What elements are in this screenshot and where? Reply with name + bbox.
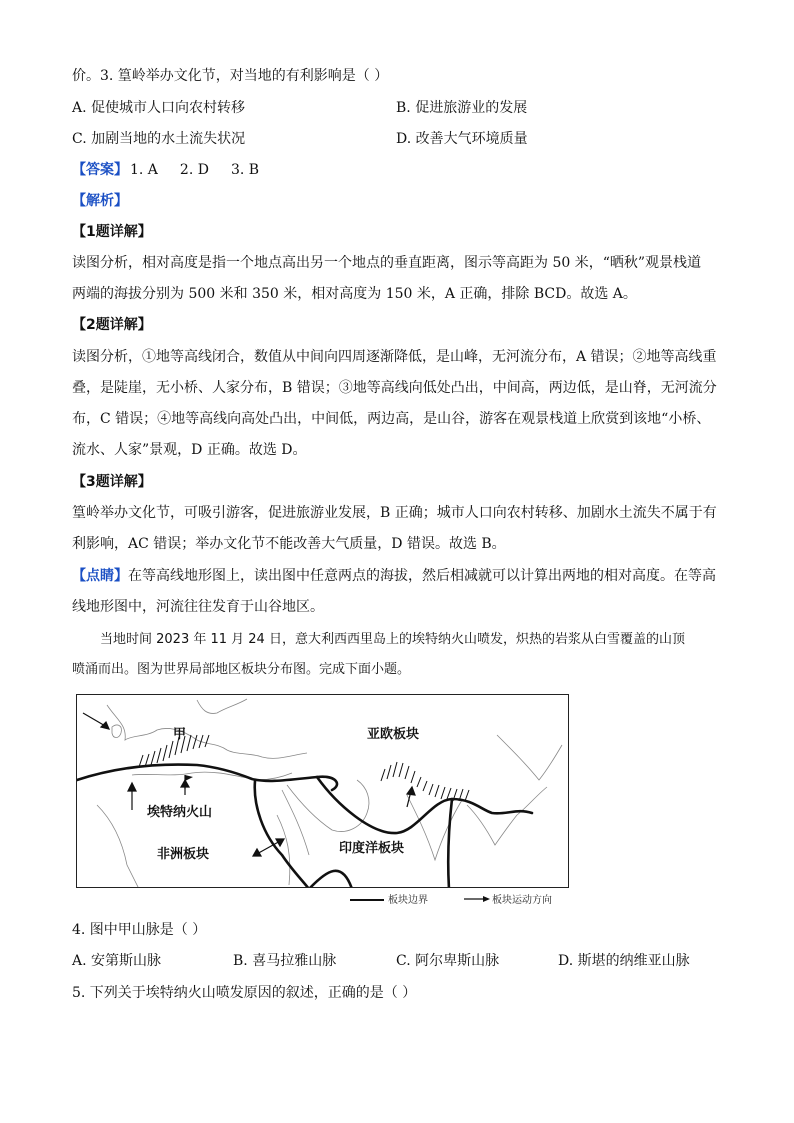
coastline-seasia [467, 787, 547, 845]
q3-option-d: D. 改善大气环境质量 [396, 131, 528, 147]
boundary-eurasia-indian [317, 777, 532, 833]
coastline-india [407, 795, 462, 860]
q2-detail-line-2: 叠，是陡崖，无小桥、人家分布，B 错误；③地等高线向低处凸出，中间高，两边低，是山脊，无河流分 [72, 380, 717, 396]
arrow-indian-north-head [407, 787, 415, 795]
mountain-himalaya [381, 762, 469, 801]
map-label-africa: 非洲板块 [157, 847, 210, 862]
q3-option-b: B. 促进旅游业的发展 [396, 100, 528, 116]
legend-motion [464, 891, 552, 906]
answer-tag: 【答案】 [72, 162, 128, 178]
intro-line-2: 喷涌而出。图为世界局部地区板块分布图。完成下面小题。 [72, 662, 411, 677]
analysis-tag: 【解析】 [72, 193, 128, 209]
q4-option-d: D. 斯堪的纳维亚山脉 [558, 953, 690, 969]
coastline-redsea [282, 790, 309, 855]
q3-detail-line-1: 篁岭举办文化节，可吸引游客，促进旅游业发展，B 正确；城市人口向农村转移、加剧水土流失不属于有 [72, 505, 717, 521]
map-label-indian: 印度洋板块 [339, 841, 405, 856]
arrow-atlantic-head [101, 722, 109, 729]
legend-arrow-icon [464, 895, 490, 906]
coastline-arabia [287, 780, 369, 831]
q1-detail-line-1: 读图分析，相对高度是指一个地点高出另一个地点的垂直距离，图示等高距为 50 米，“晒秋”观景栈道 [72, 255, 702, 271]
q2-detail-line-3: 布，C 错误；④地等高线向高处凸出，中间低，两边高，是山谷，游客在观景栈道上欣赏到该地“小桥、 [72, 411, 711, 427]
q4-option-b: B. 喜马拉雅山脉 [233, 953, 337, 969]
q2-detail-line-1: 读图分析，①地等高线闭合，数值从中间向四周逐渐降低，是山峰，无河流分布，A 错误；②地等高线重 [72, 349, 717, 365]
map-label-etna: 埃特纳火山 [147, 805, 213, 820]
coastline-mediterranean [132, 772, 292, 779]
coastline-china [497, 735, 562, 780]
q3-option-c: C. 加剧当地的水土流失状况 [72, 131, 246, 147]
q1-detail-line-2: 两端的海拔分别为 500 米和 350 米，相对高度为 150 米，A 正确，排除 BCD。故选 A。 [72, 286, 637, 302]
answer-3: 3. B [230, 162, 260, 178]
coastline-europe [107, 705, 307, 758]
q4-stem: 4. 图中甲山脉是（ ） [72, 922, 207, 938]
boundary-indian-east [448, 799, 452, 888]
legend-motion-label: 板块运动方向 [492, 895, 552, 906]
tip-line-1 [72, 566, 716, 586]
q3-detail-tag: 【3题详解】 [72, 474, 152, 490]
answer-line [72, 160, 281, 180]
legend-boundary-label: 板块边界 [388, 895, 428, 906]
answer-2: 2. D [179, 162, 209, 178]
q2-detail-tag: 【2题详解】 [72, 317, 152, 333]
map-label-jia: 甲 [173, 727, 187, 742]
legend-boundary [350, 891, 428, 906]
q2-detail-line-4: 流水、人家”景观，D 正确。故选 D。 [72, 442, 307, 458]
q3-detail-line-2: 利影响，AC 错误；举办文化节不能改善大气质量，D 错误。故选 B。 [72, 536, 506, 552]
coastline-africa-west [97, 805, 139, 888]
tip-tag: 【点睛】 [72, 568, 128, 584]
q1-detail-tag: 【1题详解】 [72, 224, 152, 240]
plate-map [76, 694, 569, 888]
q4-option-c: C. 阿尔卑斯山脉 [396, 953, 500, 969]
answer-1: 1. A [130, 162, 158, 178]
coastline-britain [112, 725, 121, 738]
coastline-scandinavia [197, 699, 247, 713]
q5-stem: 5. 下列关于埃特纳火山喷发原因的叙述，正确的是（ ） [72, 985, 417, 1001]
arrow-africa-north-head [128, 783, 136, 791]
q3-stem: 价。3. 篁岭举办文化节，对当地的有利影响是（ ） [72, 68, 389, 84]
intro-line-1: 当地时间 2023 年 11 月 24 日，意大利西西里岛上的埃特纳火山喷发，炽热的岩浆从白雪覆盖的山顶 [100, 632, 685, 647]
tip-text-1: 在等高线地形图上，读出图中任意两点的海拔，然后相减就可以计算出两地的相对高度。在等高 [128, 568, 716, 584]
q3-option-a: A. 促使城市人口向农村转移 [72, 100, 246, 116]
q4-option-a: A. 安第斯山脉 [72, 953, 162, 969]
boundary-eurasia-africa [77, 765, 337, 790]
plate-map-drawing [77, 695, 569, 888]
map-label-eurasia: 亚欧板块 [367, 727, 420, 742]
boundary-indian-south [309, 871, 352, 888]
legend-boundary-swatch [350, 899, 384, 901]
tip-line-2: 线地形图中，河流往往发育于山谷地区。 [72, 599, 324, 615]
boundary-africa-indian [255, 781, 309, 888]
